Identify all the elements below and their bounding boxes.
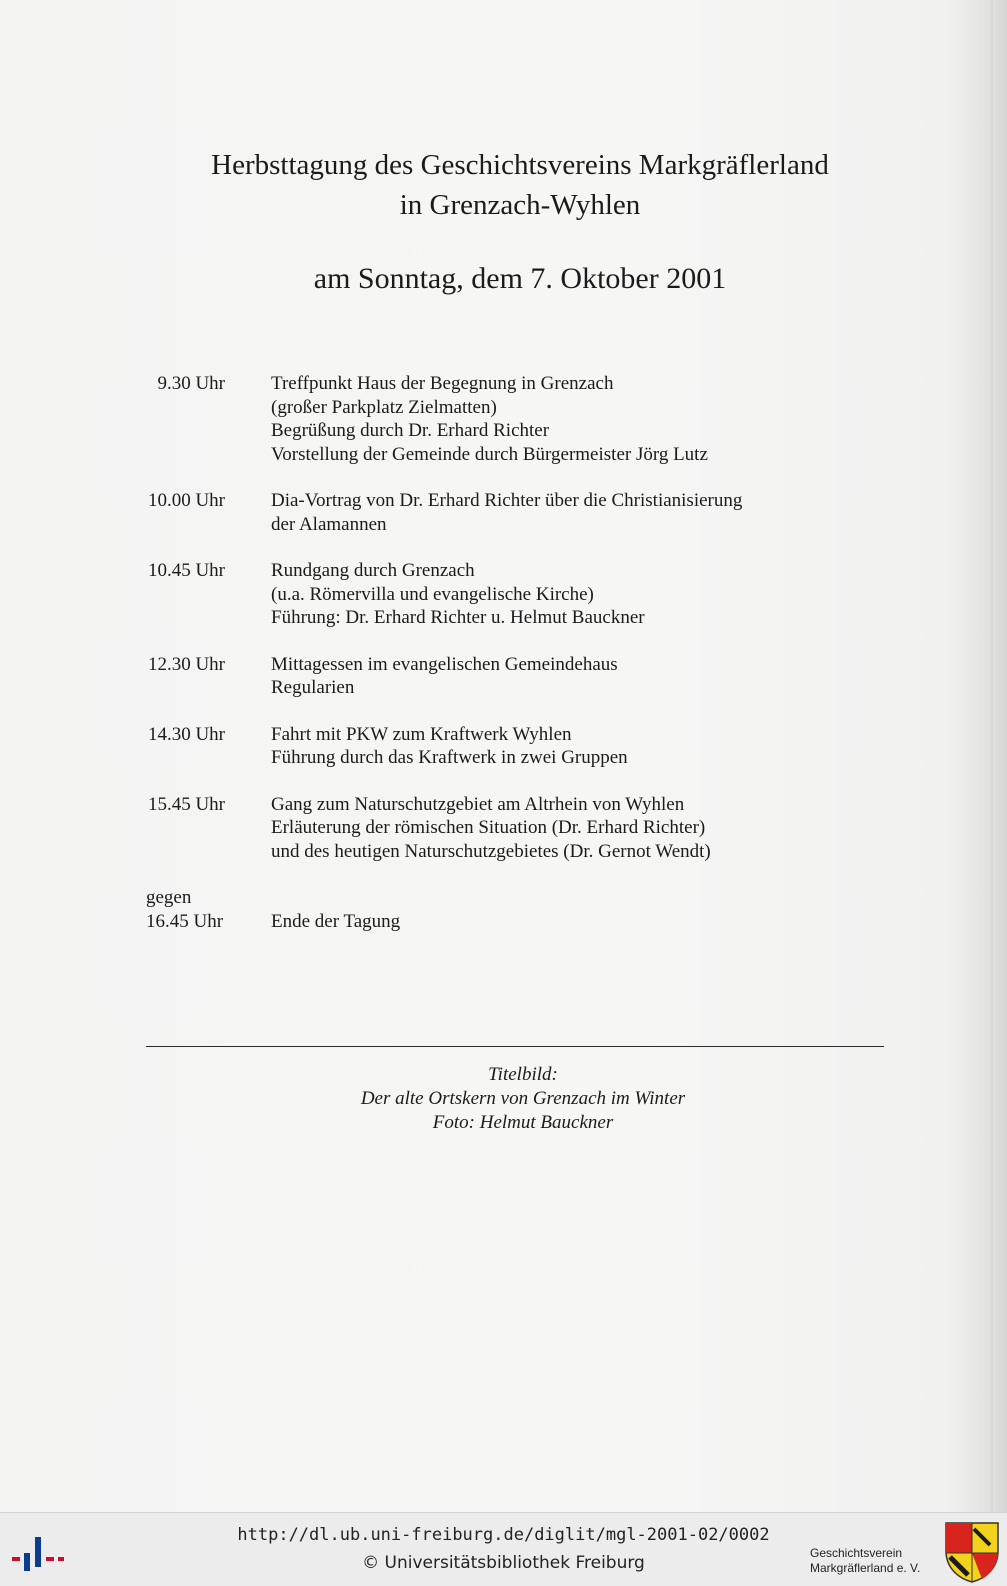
coat-of-arms-icon	[944, 1521, 1000, 1583]
footer-org-name-line-1: Geschichtsverein	[810, 1546, 903, 1560]
schedule-line: Erläuterung der römischen Situation (Dr. Erhard Richter)	[271, 817, 706, 838]
footer-bar	[0, 1512, 1007, 1586]
schedule-entry	[0, 559, 1007, 630]
footer-copyright: © Universitätsbibliothek Freiburg	[362, 1553, 645, 1573]
footer-url-link[interactable]: http://dl.ub.uni-freiburg.de/diglit/mgl-2001-02/0002	[237, 1525, 770, 1545]
schedule-description	[271, 653, 1007, 700]
schedule-line: Führung durch das Kraftwerk in zwei Gruppen	[271, 747, 628, 768]
schedule-line: Treffpunkt Haus der Begegnung in Grenzach	[271, 373, 614, 394]
schedule-time: 10.00 Uhr	[147, 490, 225, 511]
schedule-line: (u.a. Römervilla und evangelische Kirche)	[271, 583, 594, 605]
schedule-description	[271, 723, 1007, 770]
schedule-line: der Alamannen	[271, 513, 387, 535]
schedule-description	[271, 886, 1007, 933]
schedule-description	[271, 559, 1007, 630]
schedule-line: Vorstellung der Gemeinde durch Bürgermeister Jörg Lutz	[271, 443, 708, 465]
program-schedule	[0, 372, 1007, 956]
schedule-line: Fahrt mit PKW zum Kraftwerk Wyhlen	[271, 723, 572, 745]
page-title-line-1: Herbsttagung des Geschichtsvereins Markgräflerland	[211, 149, 829, 181]
schedule-line: Dia-Vortrag von Dr. Erhard Richter über die Christianisierung	[271, 490, 743, 511]
schedule-time: 14.30 Uhr	[147, 723, 225, 745]
divider-rule	[146, 1046, 884, 1047]
caption-photo-credit: Foto: Helmut Bauckner	[432, 1112, 614, 1133]
page-title-line-2: in Grenzach-Wyhlen	[399, 189, 641, 221]
footer-org-name-line-2: Markgräflerland e. V.	[810, 1561, 921, 1575]
schedule-entry	[0, 793, 1007, 864]
schedule-description	[271, 793, 1007, 864]
schedule-line: Rundgang durch Grenzach	[271, 560, 475, 581]
schedule-entry	[0, 886, 1007, 933]
schedule-time: 10.45 Uhr	[147, 560, 225, 581]
schedule-line: Ende der Tagung	[271, 910, 401, 932]
schedule-time: gegen 16.45 Uhr	[146, 887, 224, 932]
caption-label: Titelbild:	[488, 1064, 558, 1085]
schedule-entry	[0, 372, 1007, 466]
schedule-entry	[0, 489, 1007, 536]
schedule-time: 9.30 Uhr	[157, 373, 225, 394]
schedule-line: Mittagessen im evangelischen Gemeindehaus	[271, 653, 618, 675]
schedule-description	[271, 489, 1007, 536]
schedule-entry	[0, 723, 1007, 770]
schedule-entry	[0, 653, 1007, 700]
schedule-line: Begrüßung durch Dr. Erhard Richter	[271, 420, 550, 441]
schedule-line: und des heutigen Naturschutzgebietes (Dr. Gernot Wendt)	[271, 840, 711, 862]
event-date: am Sonntag, dem 7. Oktober 2001	[313, 262, 727, 295]
schedule-time: 12.30 Uhr	[147, 653, 225, 675]
schedule-description	[271, 372, 1007, 466]
schedule-line: Führung: Dr. Erhard Richter u. Helmut Bauckner	[271, 607, 645, 628]
caption-description: Der alte Ortskern von Grenzach im Winter	[360, 1088, 686, 1109]
schedule-line: Gang zum Naturschutzgebiet am Altrhein von Wyhlen	[271, 793, 685, 815]
schedule-line: Regularien	[271, 677, 355, 698]
schedule-line: (großer Parkplatz Zielmatten)	[271, 396, 497, 418]
schedule-time: 15.45 Uhr	[147, 793, 225, 815]
